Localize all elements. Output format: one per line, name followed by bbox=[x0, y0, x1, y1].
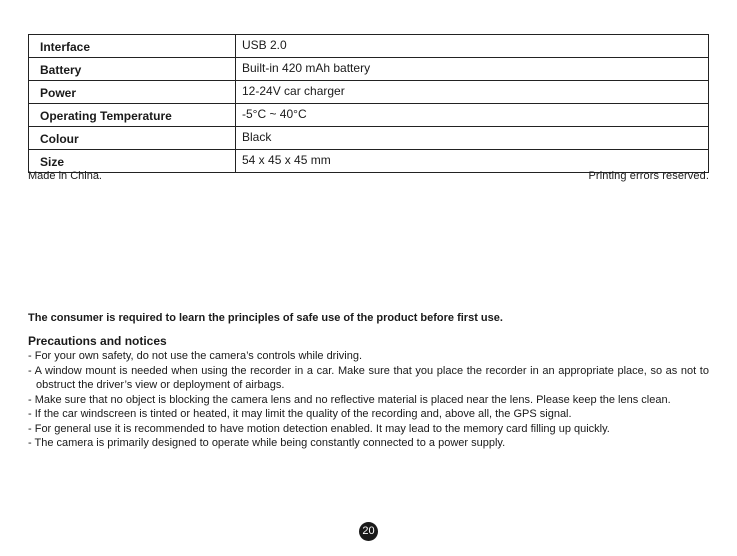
list-item: - The camera is primarily designed to operate while being constantly connected to a power supply. bbox=[28, 437, 506, 449]
table-row bbox=[29, 81, 709, 104]
list-item: - Make sure that no object is blocking the camera lens and no reflective material is placed near the lens. Please keep the lens clean. bbox=[28, 393, 671, 406]
spec-value: -5°C ~ 40°C bbox=[236, 104, 709, 127]
spec-value: USB 2.0 bbox=[236, 35, 709, 58]
table-row bbox=[29, 127, 709, 150]
precautions-heading: Precautions and notices bbox=[28, 334, 167, 348]
spec-value: 12-24V car charger bbox=[236, 81, 709, 104]
spec-label: Size bbox=[29, 150, 236, 173]
table-row bbox=[29, 58, 709, 81]
specifications-table bbox=[28, 34, 709, 173]
precautions-list bbox=[28, 349, 709, 451]
spec-label: Battery bbox=[29, 58, 236, 81]
list-item: - If the car windscreen is tinted or heated, it may limit the quality of the recording and, above all, the GPS signal. bbox=[28, 408, 572, 420]
page-number-badge: 20 bbox=[359, 522, 378, 541]
spec-value: Black bbox=[236, 127, 709, 150]
spec-value: Built-in 420 mAh battery bbox=[236, 58, 709, 81]
table-row bbox=[29, 104, 709, 127]
spec-value: 54 x 45 x 45 mm bbox=[236, 150, 709, 173]
printing-errors-text: Printing errors reserved. bbox=[588, 170, 709, 182]
spec-label: Interface bbox=[29, 35, 236, 58]
made-in-text: Made in China. bbox=[28, 170, 102, 182]
spec-label: Operating Temperature bbox=[29, 104, 236, 127]
list-item: - A window mount is needed when using the recorder in a car. Make sure that you place the recorder in an appropriate place, so as not to obstruct the driver’s view or deployment of airbags. bbox=[28, 364, 709, 391]
list-item: - For your own safety, do not use the camera’s controls while driving. bbox=[28, 350, 363, 362]
list-item: - For general use it is recommended to have motion detection enabled. It may lead to the memory card filling up quickly. bbox=[28, 422, 610, 435]
spec-label: Power bbox=[29, 81, 236, 104]
spec-label: Colour bbox=[29, 127, 236, 150]
consumer-notice: The consumer is required to learn the principles of safe use of the product before first use. bbox=[28, 312, 503, 324]
table-row bbox=[29, 35, 709, 58]
